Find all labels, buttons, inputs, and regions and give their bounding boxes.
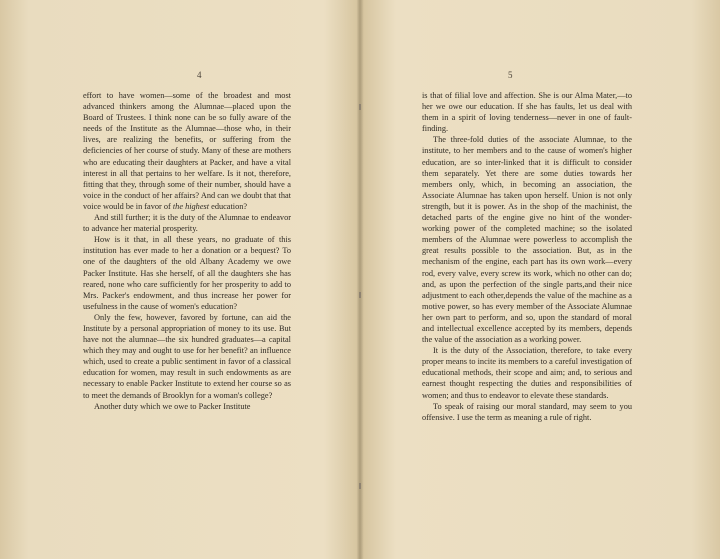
paragraph: How is it that, in all these years, no graduate of this institution has ever made to her a donation or a bequest? To one of the daughters of the old Albany Academy we owe Packer Institute. Has she herself, of all the daughters she has reared, none who care sufficiently for her prosperity to add to Mrs. Packer's endowment, and thus increase her power for usefulness in the cause of women's education? bbox=[83, 235, 291, 311]
paragraph: It is the duty of the Association, therefore, to take every proper means to incite its members to a careful investigation of educational methods, their scope and aim; and, to serious and earnest thought respecting the duties and responsibilities of women; and thus to endeavor to elevate these standards. bbox=[422, 346, 632, 400]
paragraph: Only the few, however, favored by fortune, can aid the Institute by a personal appropriation of money to its use. But have not the alumnae—the six hundred graduates—a capital which they may and ought to use for her benefit? an influence which, used to create a public sentiment in favor of a classical education for women, may result in such endowments as are necessary to enable Packer Institute to extend her course so as to meet the demands of Brooklyn for a woman's college? bbox=[83, 312, 291, 400]
paragraph: Another duty which we owe to Packer Institute bbox=[94, 401, 251, 411]
page-number: 4 bbox=[197, 70, 202, 80]
right-page bbox=[360, 0, 720, 559]
paragraph: To speak of raising our moral standard, may seem to you offensive. I use the term as meaning a rule of right. bbox=[422, 401, 632, 422]
paragraph: The three-fold duties of the associate Alumnae, to the institute, to her members and to the cause of women's higher education, are so inter-linked that it is difficult to consider them separately. Yet there are some duties towards her members only, which, in becoming an association, the Associate Alumnae has taken upon herself. Union is not only strength, but it is power. As in the shop of the machinist, the detached parts of the engine give no hint of the wonder-working power of the completed machine; so the isolated members of the Alumnae were powerless to accomplish the great results possible to the association. But, as in the mechanism of the engine, each part has its own work—every rod, every valve, every screw its work, which no other can do; and, as upon the perfection of the single parts,and their nice adjustment to each other,depends the value of the machine as a motive power, so has every member of the Associate Alumnae her own part to perform, and so, upon the standard of moral and intellectual excellence accepted by its members, depends the value of the association as a working power. bbox=[422, 135, 632, 345]
paragraph-tail: education? bbox=[209, 201, 248, 211]
paragraph: is that of filial love and affection. She is our Alma Mater,—to her we owe our education. If she has faults, let us deal with them in a spirit of loving tenderness—never in one of fault-finding. bbox=[422, 91, 632, 134]
page-number: 5 bbox=[508, 70, 513, 80]
paragraph bbox=[83, 90, 291, 212]
page-body bbox=[422, 90, 632, 423]
paragraph-text: effort to have women—some of the broadest and most advanced thinkers among the Alumnae—placed upon the Board of Trustees. I think none can be so fully aware of the needs of the Institute as the Alumnae—those who, in their lives, are realizing the benefits, or suffering from the deficiencies of her course of study. Many of these are mothers who are educating their daughters at Packer, and have a vital interest in all that pertains to her welfare. Is it not, therefore, fitting that they, through some of their number, should have a voice in the conduct of her affairs? And can we doubt that that voice would be in favor of bbox=[83, 91, 291, 211]
paragraph: And still further; it is the duty of the Alumnae to endeavor to advance her material prosperity. bbox=[83, 213, 291, 234]
page-body bbox=[83, 90, 291, 412]
emphasis-text: the highest bbox=[172, 201, 210, 211]
